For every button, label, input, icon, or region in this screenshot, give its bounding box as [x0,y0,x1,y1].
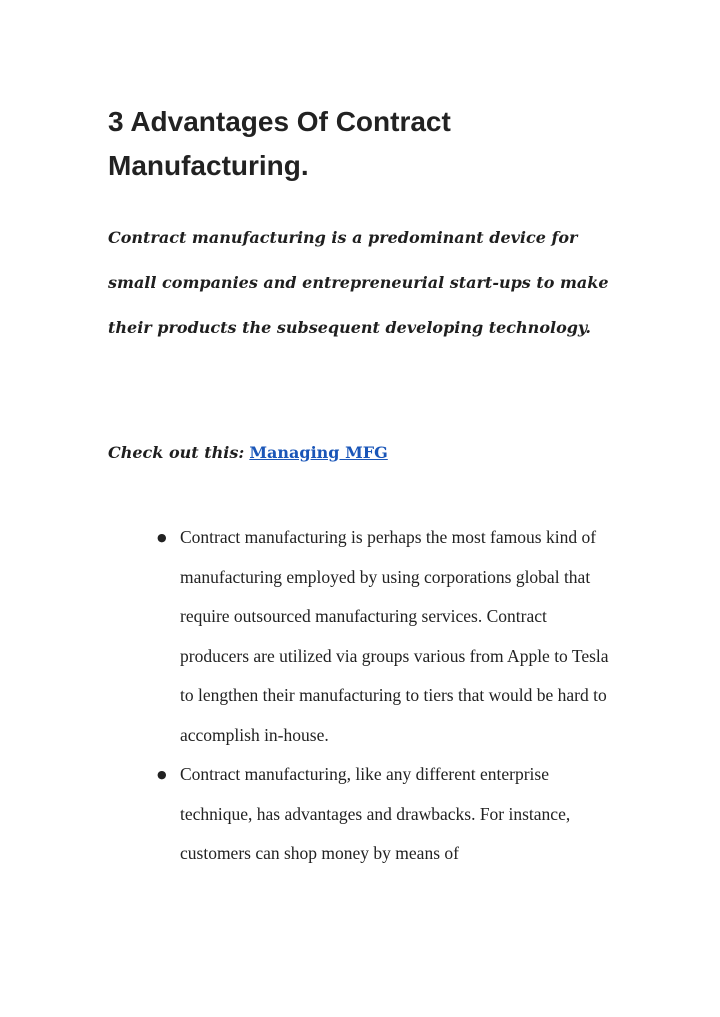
list-item [157,518,620,755]
bullet-icon: ● [157,768,167,781]
bullet-text: Contract manufacturing, like any different enterprise technique, has advantages and drawbacks. For instance, customers can shop money by means of [180,764,571,863]
bullet-list [157,518,620,874]
check-out-line [108,430,628,475]
bullet-icon: ● [157,531,167,544]
bullet-text: Contract manufacturing is perhaps the most famous kind of manufacturing employed by using corporations global that require outsourced manufacturing services. Contract producers are utilized via groups various from Apple to Tesla to lengthen their manufacturing to tiers that would be hard to accomplish in-house. [180,527,609,745]
check-out-label: Check out this: [108,443,245,462]
intro-paragraph: Contract manufacturing is a predominant device for small companies and entrepreneurial start-ups to make their products the subsequent developing technology. [108,228,609,337]
managing-mfg-link[interactable]: Managing MFG [249,443,388,462]
list-item [157,755,620,874]
page-title: 3 Advantages Of Contract Manufacturing. [108,106,451,181]
